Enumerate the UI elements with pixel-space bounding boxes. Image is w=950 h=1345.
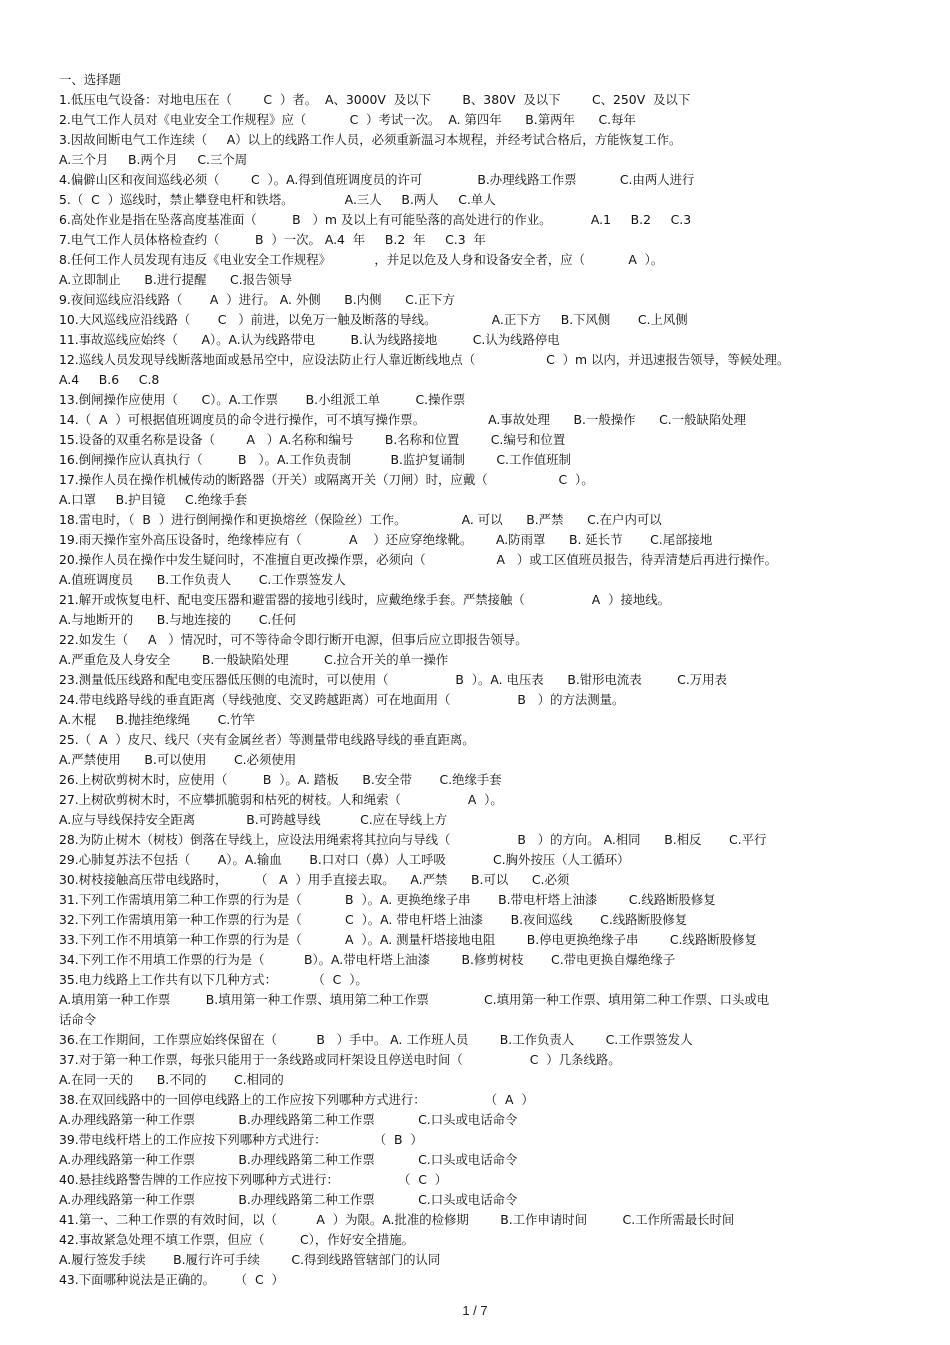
text-line: 19.雨天操作室外高压设备时，绝缘棒应有（ A ）还应穿绝缘靴。 A.防雨罩 B. 延长节 C.尾部接地 <box>59 532 713 547</box>
text-line: 13.倒闸操作应使用（ C）。A.工作票 B.小组派工单 C.操作票 <box>59 392 466 407</box>
text-line: 11.事故巡线应始终（ A）。A.认为线路带电 B.认为线路接地 C.认为线路停电 <box>59 332 560 347</box>
text-line: 14.（ A ）可根据值班调度员的命令进行操作，可不填写操作票。 A.事故处理 B.一般操作 C.一般缺陷处理 <box>59 412 747 427</box>
text-line: 3.因故间断电气工作连续（ A）以上的线路工作人员，必须重新温习本规程，并经考试合格后，方能恢复工作。 <box>59 132 682 147</box>
text-line: 4.偏僻山区和夜间巡线必须（ C ）。A.得到值班调度员的许可 B.办理线路工作票 C.由两人进行 <box>59 172 695 187</box>
text-line: 25.（ A ）皮尺、线尺（夹有金属丝者）等测量带电线路导线的垂直距离。 <box>59 732 475 747</box>
text-line: 18.雷电时，（ B ）进行倒闸操作和更换熔丝（保险丝）工作。 A. 可以 B.严禁 C.在户内可以 <box>59 512 662 527</box>
text-line: 20.操作人员在操作中发生疑问时，不准擅自更改操作票，必须向（ A ）或工区值班员报告，待弄清楚后再进行操作。 <box>59 552 778 567</box>
text-line: 36.在工作期间，工作票应始终保留在（ B ）手中。 A. 工作班人员 B.工作负责人 C.工作票签发人 <box>59 1032 693 1047</box>
text-line: 16.倒闸操作应认真执行（ B ）。A.工作负责制 B.监护复诵制 C.工作值班制 <box>59 452 571 467</box>
text-line: A.立即制止 B.进行提醒 C.报告领导 <box>59 272 293 287</box>
text-line: 1.低压电气设备：对地电压在（ C ）者。 A、3000V 及以下 B、380V 及以下 C、250V 及以下 <box>59 92 691 107</box>
text-line: 42.事故紧急处理不填工作票，但应（ C），作好安全措施。 <box>59 1232 414 1247</box>
text-line: 17.操作人员在操作机械传动的断路器（开关）或隔离开关（刀闸）时，应戴（ C ）。 <box>59 472 594 487</box>
text-line: 6.高处作业是指在坠落高度基准面（ B ）m 及以上有可能坠落的高处进行的作业。 A.1 B.2 C.3 <box>59 212 692 227</box>
text-line: 话命令 <box>59 1012 97 1027</box>
text-line: 7.电气工作人员体格检查约（ B ）一次。 A.4 年 B.2 年 C.3 年 <box>59 232 486 247</box>
text-line: A.4 B.6 C.8 <box>59 372 160 387</box>
text-line: 22.如发生（ A ）情况时，可不等待命令即行断开电源，但事后应立即报告领导。 <box>59 632 528 647</box>
text-line: 12.巡线人员发现导线断落地面或悬吊空中，应设法防止行人靠近断线地点（ C ）m 以内，并迅速报告领导，等候处理。 <box>59 352 790 367</box>
text-line: A.应与导线保持安全距离 B.可跨越导线 C.应在导线上方 <box>59 812 448 827</box>
text-line: 29.心肺复苏法不包括（ A）。A.输血 B.口对口（鼻）人工呼吸 C.胸外按压（人工循环） <box>59 852 630 867</box>
text-line: 23.测量低压线路和配电变压器低压侧的电流时，可以使用（ B ）。A. 电压表 B.钳形电流表 C.万用表 <box>59 672 727 687</box>
text-line: A.填用第一种工作票 B.填用第一种工作票、填用第二种工作票 C.填用第一种工作票、填用第二种工作票、口头或电 <box>59 992 770 1007</box>
text-line: A.办理线路第一种工作票 B.办理线路第二种工作票 C.口头或电话命令 <box>59 1112 518 1127</box>
text-line: 24.带电线路导线的垂直距离（导线弛度、交叉跨越距离）可在地面用（ B ）的方法测量。 <box>59 692 625 707</box>
text-line: 26.上树砍剪树木时，应使用（ B ）。A. 踏板 B.安全带 C.绝缘手套 <box>59 772 502 787</box>
text-line: 39.带电线杆塔上的工作应按下列哪种方式进行： （ B ） <box>59 1132 423 1147</box>
page-number: 1 / 7 <box>462 1303 488 1318</box>
text-line: 32.下列工作需填用第一种工作票的行为是（ C ）。A. 带电杆塔上油漆 B.夜间巡线 C.线路断股修复 <box>59 912 688 927</box>
text-line: A.办理线路第一种工作票 B.办理线路第二种工作票 C.口头或电话命令 <box>59 1192 518 1207</box>
text-line: 38.在双回线路中的一回停电线路上的工作应按下列哪种方式进行： （ A ） <box>59 1092 534 1107</box>
text-line: A.严禁使用 B.可以使用 C.必须使用 <box>59 752 297 767</box>
text-line: 15.设备的双重名称是设备（ A ）A.名称和编号 B.名称和位置 C.编号和位置 <box>59 432 566 447</box>
text-line: A.三个月 B.两个月 C.三个周 <box>59 152 248 167</box>
text-line: 27.上树砍剪树木时，不应攀抓脆弱和枯死的树枝。人和绳索（ A ）。 <box>59 792 503 807</box>
text-line: 37.对于第一种工作票，每张只能用于一条线路或同杆架设且停送电时间（ C ）几条线路。 <box>59 1052 621 1067</box>
text-line: 43.下面哪种说法是正确的。 （ C ） <box>59 1272 284 1287</box>
text-line: A.值班调度员 B.工作负责人 C.工作票签发人 <box>59 572 346 587</box>
text-line: A.严重危及人身安全 B.一般缺陷处理 C.拉合开关的单一操作 <box>59 652 449 667</box>
text-line: A.在同一天的 B.不同的 C.相同的 <box>59 1072 284 1087</box>
text-line: 41.第一、二种工作票的有效时间，以（ A ）为限。A.批准的检修期 B.工作申请时间 C.工作所需最长时间 <box>59 1212 735 1227</box>
text-line: 2.电气工作人员对《电业安全工作规程》应（ C ）考试一次。 A. 第四年 B.第两年 C.每年 <box>59 112 636 127</box>
text-line: A.履行签发手续 B.履行许可手续 C.得到线路管辖部门的认同 <box>59 1252 441 1267</box>
text-line: 40.悬挂线路警告牌的工作应按下列哪种方式进行： （ C ） <box>59 1172 448 1187</box>
text-line: 10.大风巡线应沿线路（ C ）前进，以免万一触及断落的导线。 A.正下方 B.下风侧 C.上风侧 <box>59 312 688 327</box>
section-heading: 一、选择题 <box>59 72 121 87</box>
text-line: 31.下列工作需填用第二种工作票的行为是（ B ）。A. 更换绝缘子串 B.带电杆塔上油漆 C.线路断股修复 <box>59 892 716 907</box>
text-line: A.与地断开的 B.与地连接的 C.任何 <box>59 612 297 627</box>
text-line: 5.（ C ）巡线时，禁止攀登电杆和铁塔。 A.三人 B.两人 C.单人 <box>59 192 496 207</box>
text-line: 30.树枝接触高压带电线路时， （ A ）用手直接去取。 A.严禁 B.可以 C.必须 <box>59 872 570 887</box>
text-line: 35.电力线路上工作共有以下几种方式： （ C ）。 <box>59 972 368 987</box>
text-line: 33.下列工作不用填第一种工作票的行为是（ A ）。A. 测量杆塔接地电阻 B.停电更换绝缘子串 C.线路断股修复 <box>59 932 757 947</box>
text-line: A.办理线路第一种工作票 B.办理线路第二种工作票 C.口头或电话命令 <box>59 1152 518 1167</box>
text-line: 21.解开或恢复电杆、配电变压器和避雷器的接地引线时，应戴绝缘手套。严禁接触（ A ）接地线。 <box>59 592 671 607</box>
text-line: A.口罩 B.护目镜 C.绝缘手套 <box>59 492 248 507</box>
text-line: A.木棍 B.抛挂绝缘绳 C.竹竿 <box>59 712 256 727</box>
text-line: 8.任何工作人员发现有违反《电业安全工作规程》 ，并足以危及人身和设备安全者，应（ A ）。 <box>59 252 664 267</box>
text-line: 34.下列工作不用填工作票的行为是（ B）。A.带电杆塔上油漆 B.修剪树枝 C.带电更换自爆绝缘子 <box>59 952 676 967</box>
question-list <box>59 70 879 1290</box>
text-line: 28.为防止树木（树枝）倒落在导线上，应设法用绳索将其拉向与导线（ B ）的方向。 A.相同 B.相反 C.平行 <box>59 832 767 847</box>
text-line: 9.夜间巡线应沿线路（ A ）进行。 A. 外侧 B.内侧 C.正下方 <box>59 292 455 307</box>
